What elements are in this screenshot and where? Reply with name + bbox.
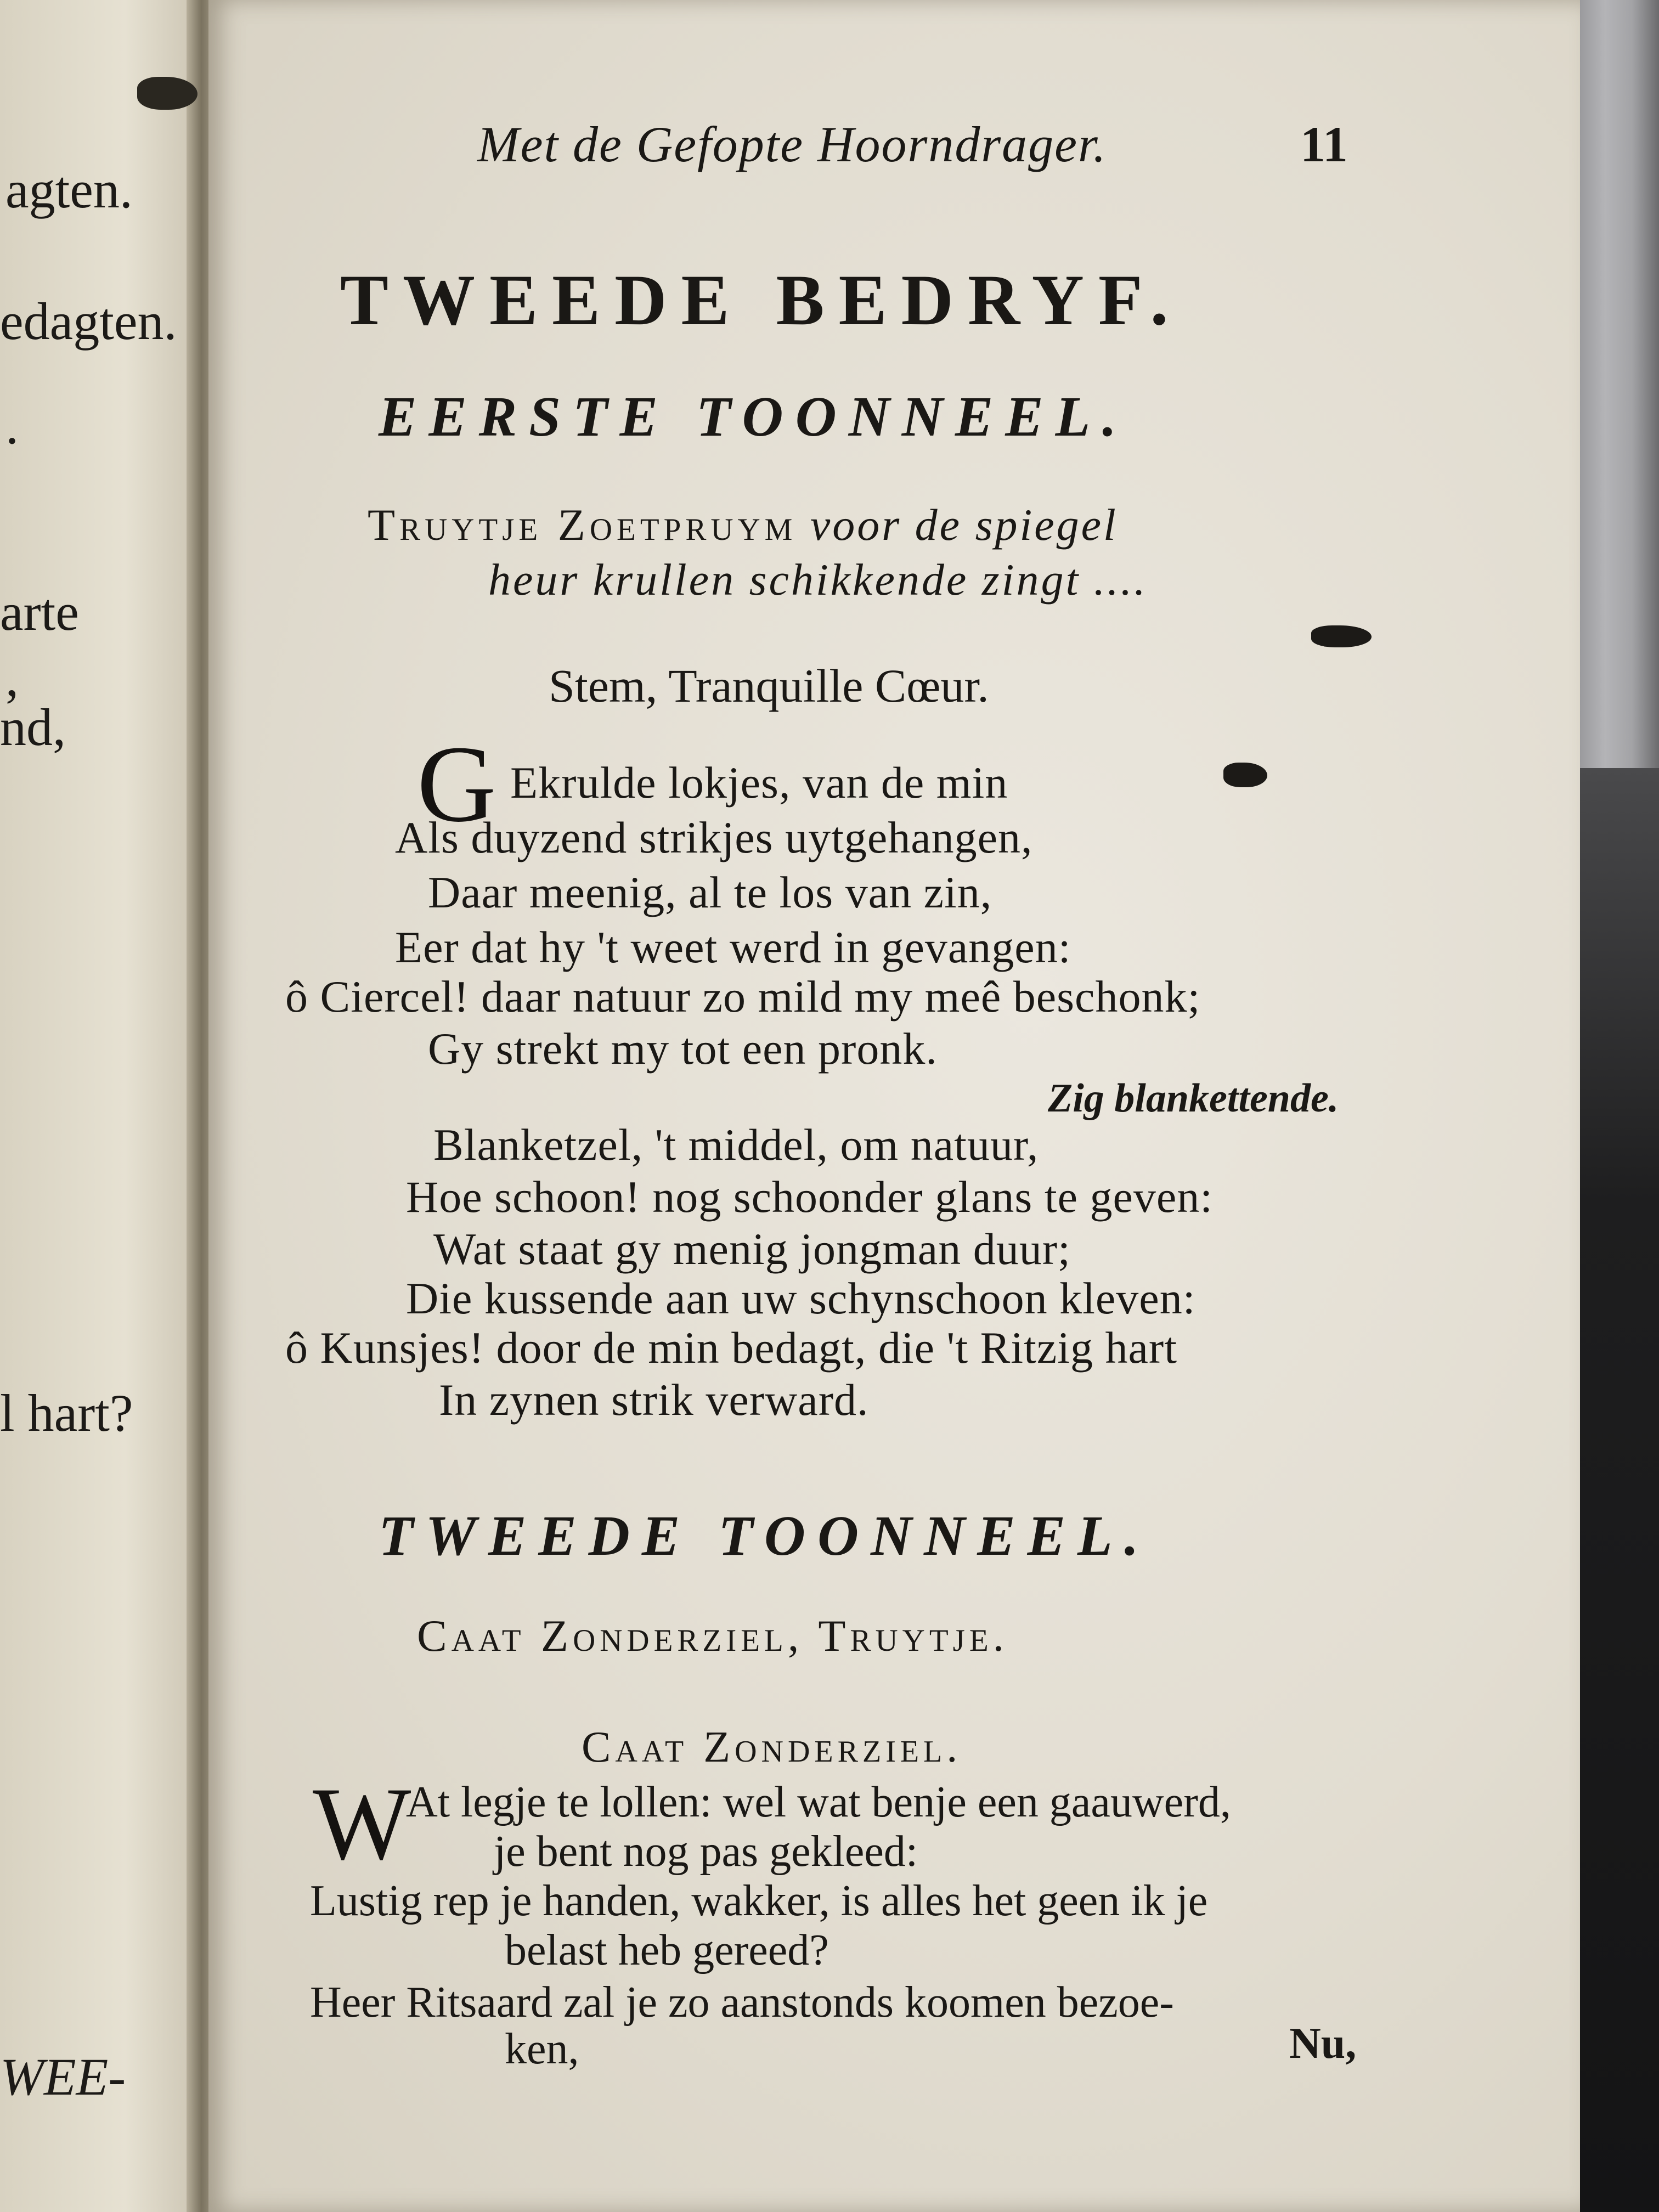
verse-line: Wat staat gy menig jongman duur; [433,1224,1071,1274]
act-title: TWEEDE BEDRYF. [340,259,1183,340]
verse-line: Gy strekt my tot een pronk. [428,1024,938,1074]
left-fragment: nd, [0,698,66,757]
stage-direction-text: voor de spiegel [810,500,1118,550]
character-name: Truytje Zoetpruym [368,500,797,550]
scene-title: EERSTE TOONNEEL. [379,385,1129,448]
tune-line: Stem, Tranquille Cœur. [549,659,989,712]
verse-line: Eer dat hy 't weet werd in gevangen: [395,922,1071,972]
left-catchword: WEE- [0,2047,126,2106]
left-fragment: l hart? [0,1384,133,1442]
stage-characters: Caat Zonderziel, Truytje. [417,1611,1009,1661]
left-fragment: arte [0,583,79,641]
drop-capital: W [313,1767,411,1882]
prose-line: At legje te lollen: wel wat benje een gaauwerd, [406,1778,1231,1826]
verse-line: ô Kunsjes! door de min bedagt, die 't Ritzig hart [285,1323,1178,1373]
running-head: Met de Gefopte Hoorndrager. [477,116,1107,172]
left-fragment: edagten. [0,292,177,351]
verse-line: Ekrulde lokjes, van de min [510,758,1008,808]
page-number: 11 [1300,116,1348,172]
verse-line: Als duyzend strikjes uytgehangen, [395,812,1033,862]
ink-blot [1223,763,1267,787]
stage-direction-line: heur krullen schikkende zingt .... [488,555,1148,605]
prose-line: ken, [505,2025,579,2073]
catchword: Nu, [1289,2019,1357,2068]
verse-line: In zynen strik verward. [439,1375,869,1425]
verse-line: Hoe schoon! nog schoonder glans te geven: [406,1172,1214,1222]
stage-direction [368,499,1118,551]
prose-line: Heer Ritsaard zal je zo aanstonds koomen bezoe- [310,1978,1174,2027]
left-fragment: agten. [5,160,133,219]
background-shadow [1580,768,1659,2212]
verse-line: ô Ciercel! daar natuur zo mild my meê beschonk; [285,972,1201,1022]
ink-blot [1311,625,1372,647]
speaker-name: Caat Zonderziel. [582,1723,962,1771]
verse-line: Die kussende aan uw schynschoon kleven: [406,1273,1196,1323]
left-page [0,0,208,2212]
drop-capital: G [417,724,496,845]
ink-blot [137,77,198,110]
scene-title: TWEEDE TOONNEEL. [379,1504,1151,1567]
prose-line: belast heb gereed? [505,1926,829,1974]
stage-direction-aside: Zig blankettende. [1048,1076,1339,1121]
left-fragment: . [5,396,19,455]
verse-line: Blanketzel, 't middel, om natuur, [433,1120,1039,1170]
left-fragment: , [5,648,19,707]
prose-line: je bent nog pas gekleed: [494,1827,918,1876]
prose-line: Lustig rep je handen, wakker, is alles het geen ik je [310,1877,1208,1925]
verse-line: Daar meenig, al te los van zin, [428,867,992,917]
